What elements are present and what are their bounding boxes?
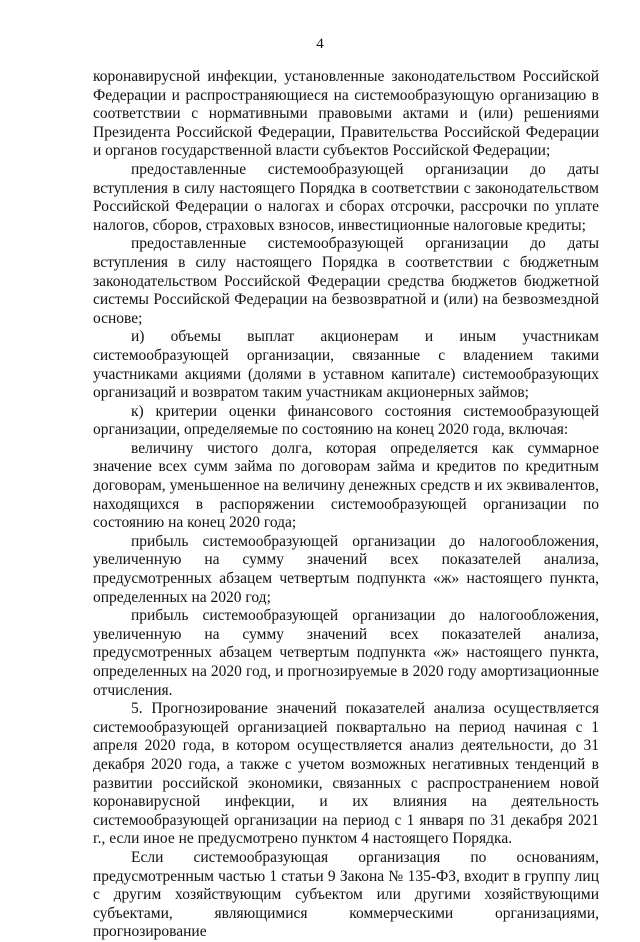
paragraph-item-k: к) критерии оценки финансового состояния системообразующей организации, определяемые по состоянию на конец 2020 года, включая: [93,402,599,439]
paragraph-profit-1: прибыль системообразующей организации до налогообложения, увеличенную на сумму значений всех показателей анализа, предусмотренных абзацем четвертым подпункта «ж» настоящего пункта, определенных на 2020 год; [93,532,599,606]
paragraph-continuation: коронавирусной инфекции, установленные законодательством Российской Федерации и распространяющиеся на системообразующую организацию в соответствии с нормативными правовыми актами и (или) решениями Президента Российской Федерации, Правительства Российской Федерации и органов государственной власти субъектов Российской Федерации; [93,68,599,160]
paragraph-profit-2: прибыль системообразующей организации до налогообложения, увеличенную на сумму значений всех показателей анализа, предусмотренных абзацем четвертым подпункта «ж» настоящего пункта, определенных на 2020 год, и прогнозируемые в 2020 году амортизационные отчисления. [93,607,599,699]
paragraph-budget-funds: предоставленные системообразующей организации до даты вступления в силу настоящего Порядка в соответствии с бюджетным законодательством Российской Федерации средства бюджетов бюджетной системы Российской Федерации на безвозвратной и (или) на безвозмездной основе; [93,235,599,327]
paragraph-net-debt: величину чистого долга, которая определяется как суммарное значение всех сумм займа по договорам займа и кредитов по кредитным договорам, уменьшенное на величину денежных средств и их эквивалентов, находящихся в распоряжении системообразующей организации по состоянию на конец 2020 года; [93,439,599,532]
page-number: 4 [316,36,324,52]
paragraph-group-of-persons: Если системообразующая организация по основаниям, предусмотренным частью 1 статьи 9 Закона № 135-ФЗ, входит в группу лиц с другим хозяйствующим субъектом или другими хозяйствующими субъектами, являющимися коммерческими организациями, прогнозирование [93,848,599,941]
document-body [93,68,599,942]
paragraph-section-5: 5. Прогнозирование значений показателей анализа осуществляется системообразующей организацией поквартально на период начиная с 1 апреля 2020 года, в котором осуществляется анализ деятельности, до 31 декабря 2020 года, а также с учетом возможных негативных тенденций в развитии российской экономики, связанных с распространением новой коронавирусной инфекции, и их влияния на деятельность системообразующей организации на период с 1 января по 31 декабря 2021 г., если иное не предусмотрено пунктом 4 настоящего Порядка. [93,700,599,848]
paragraph-tax-deferrals: предоставленные системообразующей организации до даты вступления в силу настоящего Порядка в соответствии с законодательством Российской Федерации о налогах и сборах отсрочки, рассрочки по уплате налогов, сборов, страховых взносов, инвестиционные налоговые кредиты; [93,160,599,234]
paragraph-item-i: и) объемы выплат акционерам и иным участникам системообразующей организации, связанные с владением такими участниками акциями (долями в уставном капитале) системообразующих организаций и возвратом таким участникам акционерных займов; [93,328,599,402]
